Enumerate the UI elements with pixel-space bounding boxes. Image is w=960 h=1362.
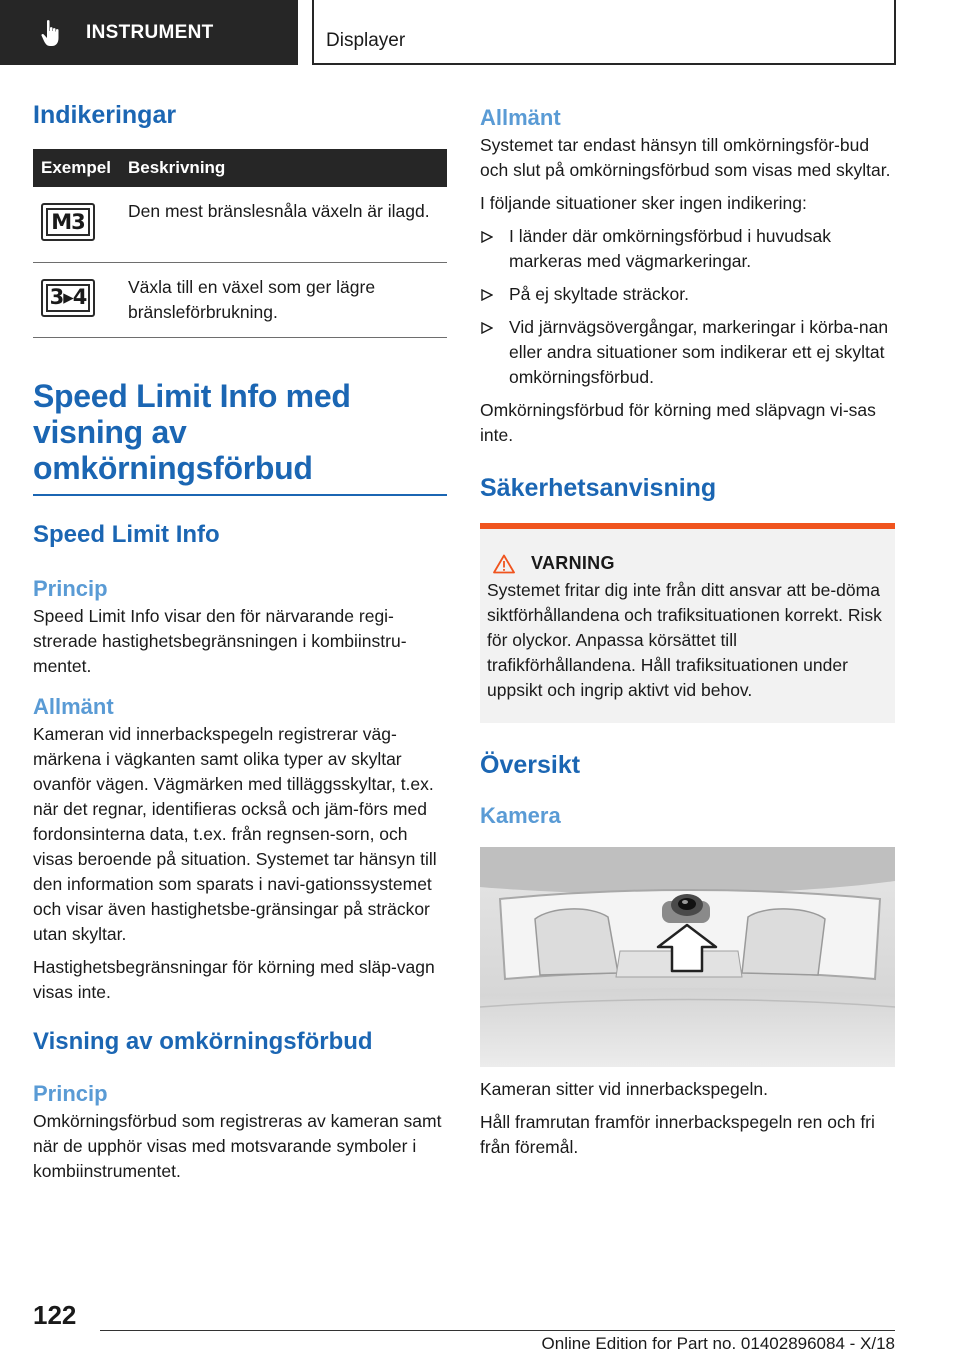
list-item (480, 282, 895, 307)
oversikt-heading: Översikt (480, 751, 581, 779)
table-cell-symbol (33, 187, 128, 262)
table-row (33, 262, 447, 337)
visning-heading: Visning av omkörningsförbud (33, 1027, 373, 1055)
sakerhet-heading: Säkerhetsanvisning (480, 474, 717, 502)
gear-symbol-text: M3 (46, 208, 90, 236)
list-item (480, 315, 895, 390)
situations-intro: I följande situationer sker ingen indikering: (480, 193, 807, 213)
camera-caption: Kameran sitter vid innerbackspegeln. (480, 1079, 768, 1099)
list-item-text: På ej skyltade sträckor. (509, 284, 689, 304)
indikeringar-heading: Indikeringar (33, 101, 177, 129)
camera-illustration (480, 847, 895, 1067)
warning-header (487, 553, 888, 574)
gear-shift-up-icon (41, 279, 95, 317)
triangle-bullet-icon (481, 289, 493, 301)
princip-heading: Princip (33, 575, 108, 601)
chapter-label: INSTRUMENT (86, 21, 214, 43)
section-title: Displayer (326, 30, 406, 51)
warning-box (480, 523, 895, 723)
heading-rule (33, 494, 447, 496)
footer-rule (100, 1330, 895, 1331)
right-column (480, 100, 895, 1160)
warning-text: Systemet fritar dig inte från ditt ansvar att be-döma siktförhållandena och trafiksituationen korrekt. Risk för olyckor. Anpassa körsättet till trafikförhållandena. Håll trafiksituationen under uppsikt och ingrip aktivt vid behov. (487, 580, 882, 700)
table-cell-symbol (33, 262, 128, 337)
trailer-text: Hastighetsbegränsningar för körning med släp-vagn visas inte. (33, 956, 435, 1002)
chapter-tab (0, 0, 298, 65)
gear-m3-icon (41, 203, 95, 241)
gear-symbol-text: 3▸4 (46, 284, 90, 312)
section-header (312, 0, 896, 65)
allmant-heading: Allmänt (480, 105, 561, 130)
page-number: 122 (33, 1300, 77, 1330)
triangle-bullet-icon (481, 322, 493, 334)
situation-list (480, 224, 895, 390)
table-header-row (33, 149, 447, 187)
warning-triangle-icon (493, 554, 515, 574)
sli-heading: Speed Limit Info (33, 520, 220, 548)
allmant-text: Systemet tar endast hänsyn till omkörningsför-bud och slut på omkörningsförbud som visas med skyltar. (480, 135, 891, 180)
windshield-camera-image (480, 847, 895, 1067)
princip-heading: Princip (33, 1080, 108, 1106)
slapvagn-text: Omkörningsförbud för körning med släpvagn vi-sas inte. (480, 400, 876, 445)
list-item (480, 224, 895, 274)
indication-table (33, 149, 447, 338)
edition-text: Online Edition for Part no. 01402896084 - X/18 (541, 1334, 895, 1353)
warning-label: VARNING (531, 553, 615, 573)
princip-text: Speed Limit Info visar den för närvarande regi-strerade hastighetsbegränsningen i kombiinstru-mentet. (33, 605, 407, 676)
allmant-text: Kameran vid innerbackspegeln registrerar väg-märkena i vägkanten samt olika typer av skyltar ovanför vägen. Vägmärken med tilläggsskyltar, t.ex. när det regnar, identifieras också och jäm-förs med fordonsinterna data, t.ex. från regnsen-sorn, och visas beroende på situation. Systemet tar hänsyn till den information som sparats i navi-gationssystemet och visar även hastighetsbe-gränsingar på sträckor utan skyltar. (33, 723, 437, 944)
left-column (33, 100, 447, 1184)
allmant-heading: Allmänt (33, 693, 114, 719)
table-header-example: Exempel (33, 149, 128, 187)
table-row (33, 187, 447, 262)
kamera-heading: Kamera (480, 803, 561, 828)
list-item-text: Vid järnvägsövergångar, markeringar i körba-nan eller andra situationer som indikerar ett ej skyltat omkörningsförbud. (509, 317, 889, 387)
princip-text: Omkörningsförbud som registreras av kameran samt när de upphör visas med motsvarande symboler i kombiinstrumentet. (33, 1110, 442, 1181)
table-cell-description: Växla till en växel som ger lägre bränsleförbrukning. (128, 262, 447, 337)
table-cell-description: Den mest bränslesnåla växeln är ilagd. (128, 187, 447, 262)
main-heading: Speed Limit Info med visning av omkörningsförbud (33, 377, 351, 486)
hand-pointer-icon (40, 19, 64, 47)
triangle-bullet-icon (481, 231, 493, 243)
table-header-description: Beskrivning (128, 149, 447, 187)
camera-caption: Håll framrutan framför innerbackspegeln ren och fri från föremål. (480, 1112, 875, 1157)
list-item-text: I länder där omkörningsförbud i huvudsak markeras med vägmarkeringar. (509, 226, 831, 271)
